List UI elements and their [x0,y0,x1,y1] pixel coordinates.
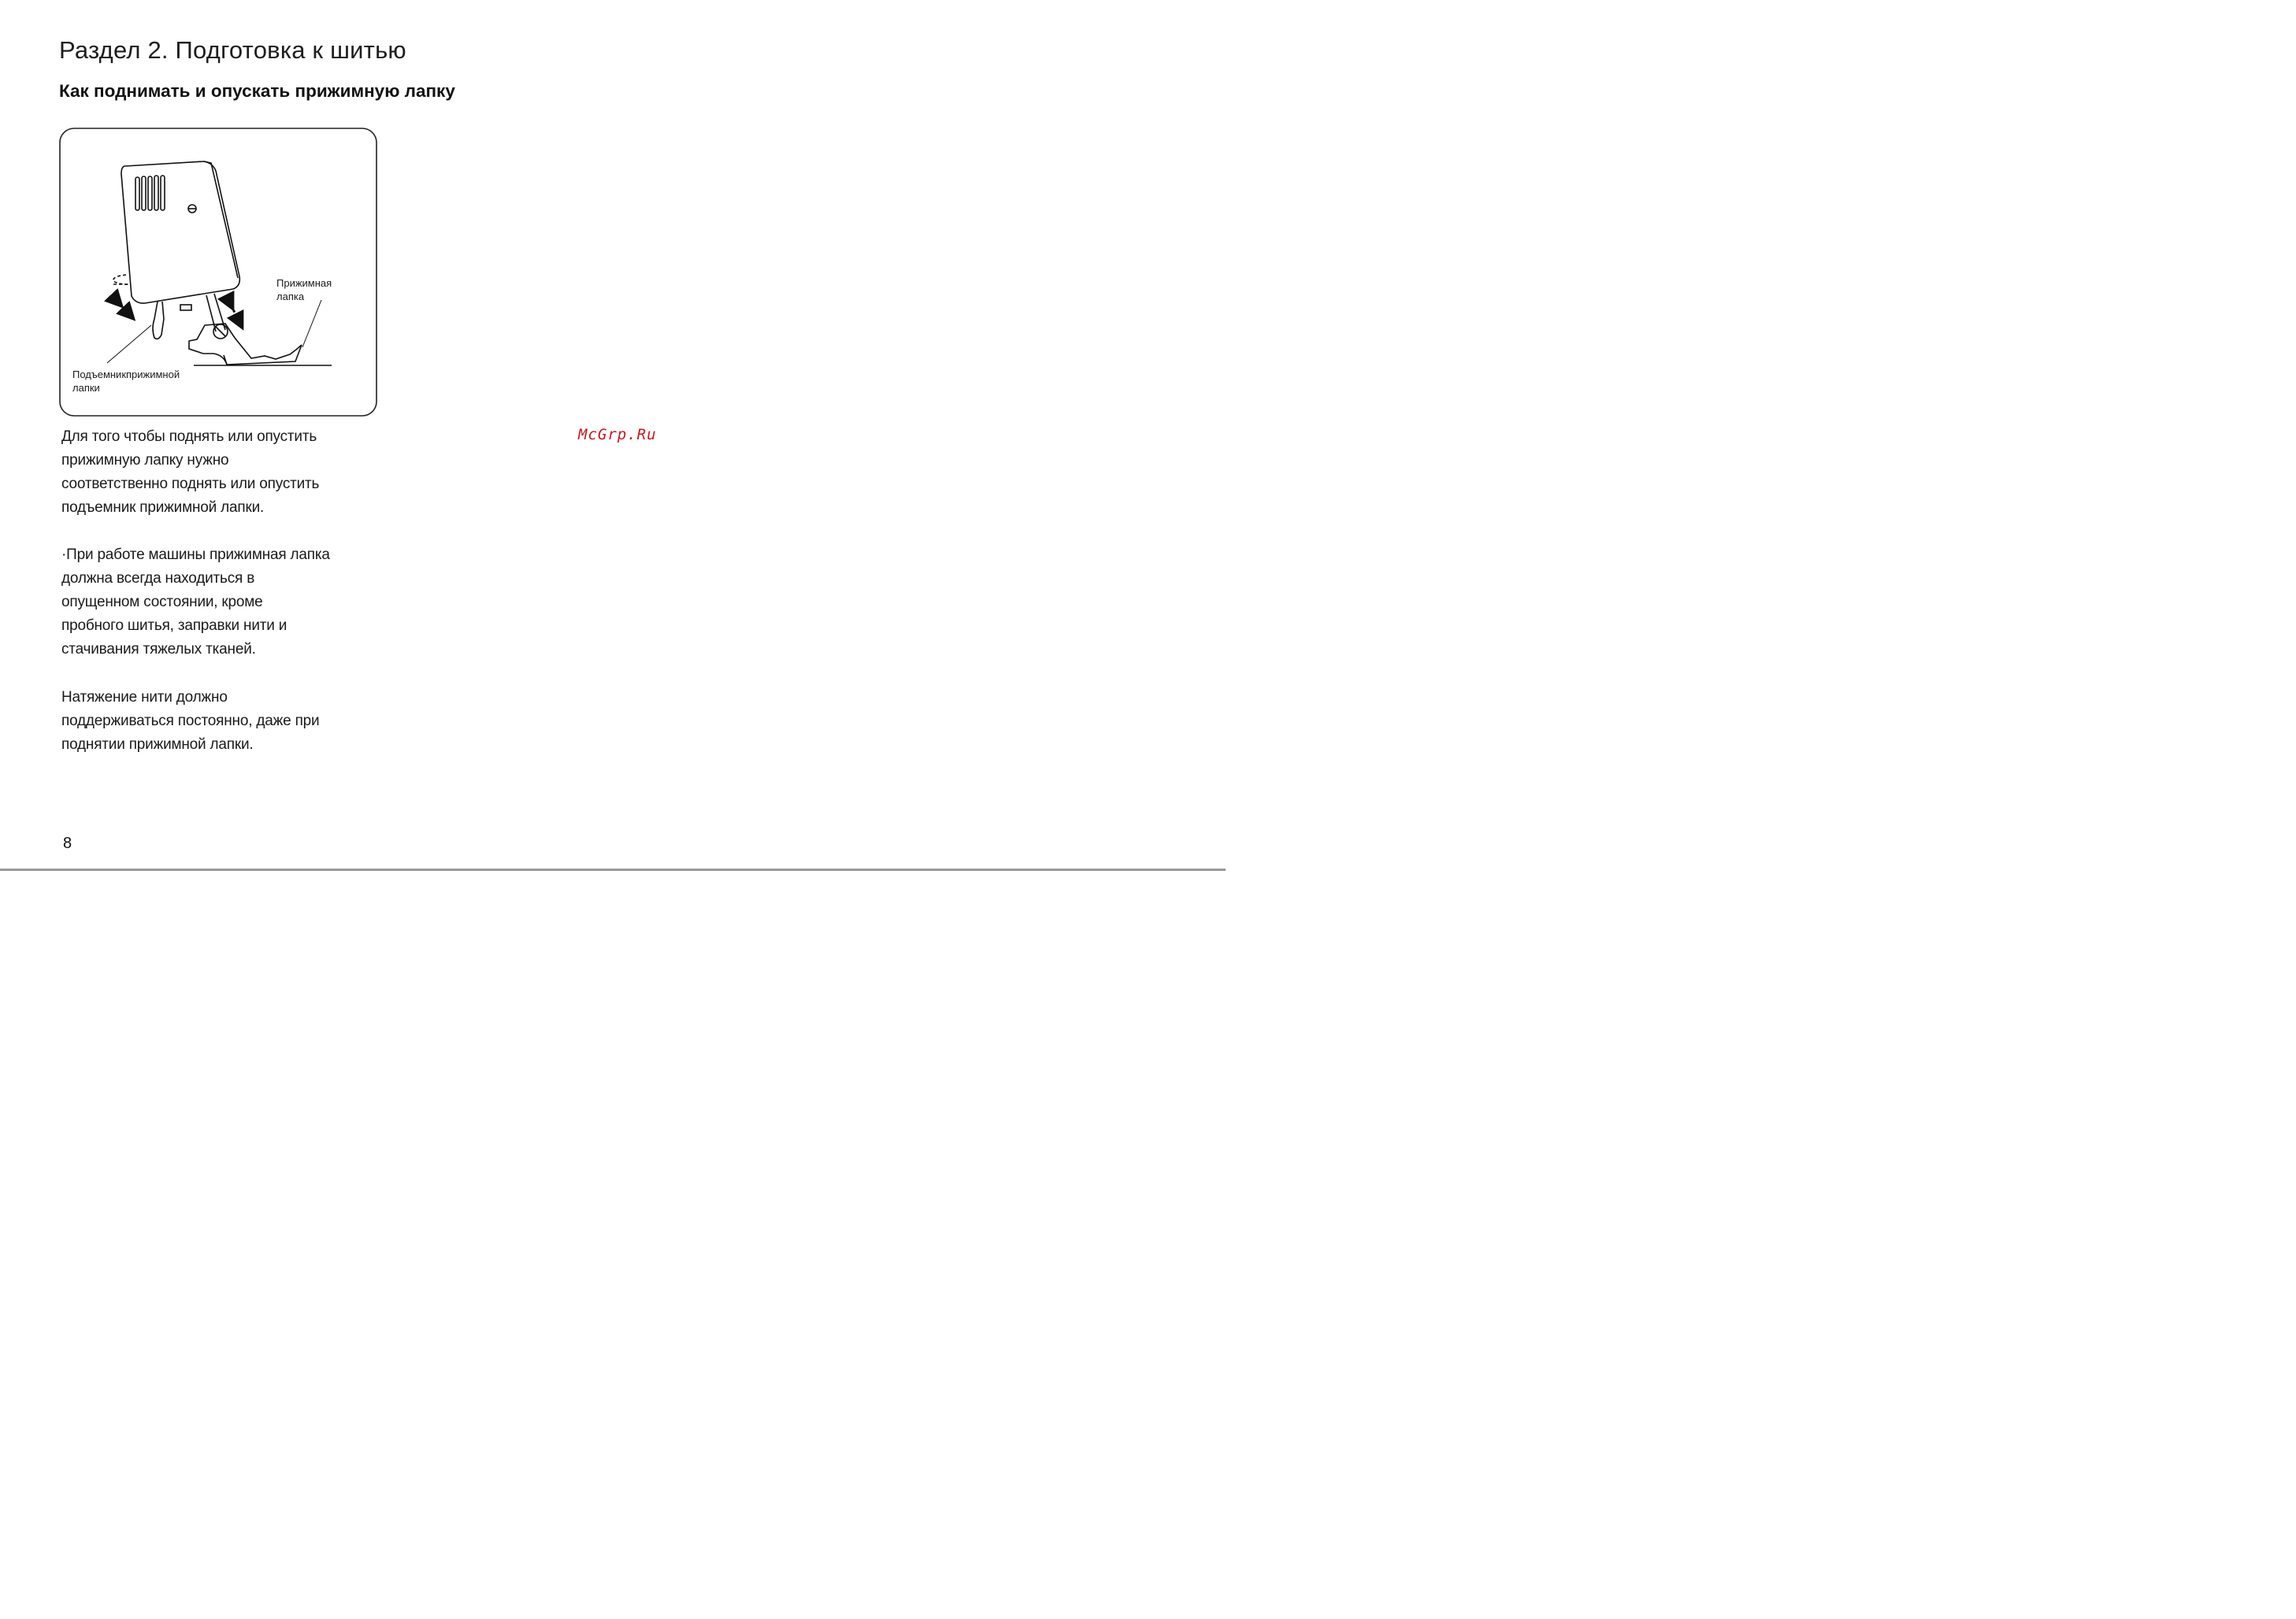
paragraph-lift-lower: Для того чтобы поднять или опустить прижимную лапку нужно соответственно поднять или опустить подъемник прижимной лапки. [61,428,320,516]
paragraph-foot-position: ·При работе машины прижимная лапка должна всегда находиться в опущенном состоянии, кроме пробного шитья, заправки нити и стачивания тяжелых тканей. [61,546,330,658]
page-number: 8 [63,835,72,852]
presser-foot-lifter-callout: Подъемникприжимной лапки [72,369,180,394]
presser-foot-illustration [58,127,378,417]
watermark-link[interactable]: McGrp.Ru [578,426,657,443]
machine-head-shape [113,161,332,365]
bottom-divider [0,869,1226,871]
paragraph-thread-tension: Натяжение нити должно поддерживаться постоянно, даже при поднятии прижимной лапки. [61,689,320,753]
presser-foot-callout: Прижимная лапка [276,277,332,302]
subsection-title: Как поднимать и опускать прижимную лапку [59,81,455,101]
section-title: Раздел 2. Подготовка к шитью [59,36,406,64]
movement-arrows [117,302,239,322]
